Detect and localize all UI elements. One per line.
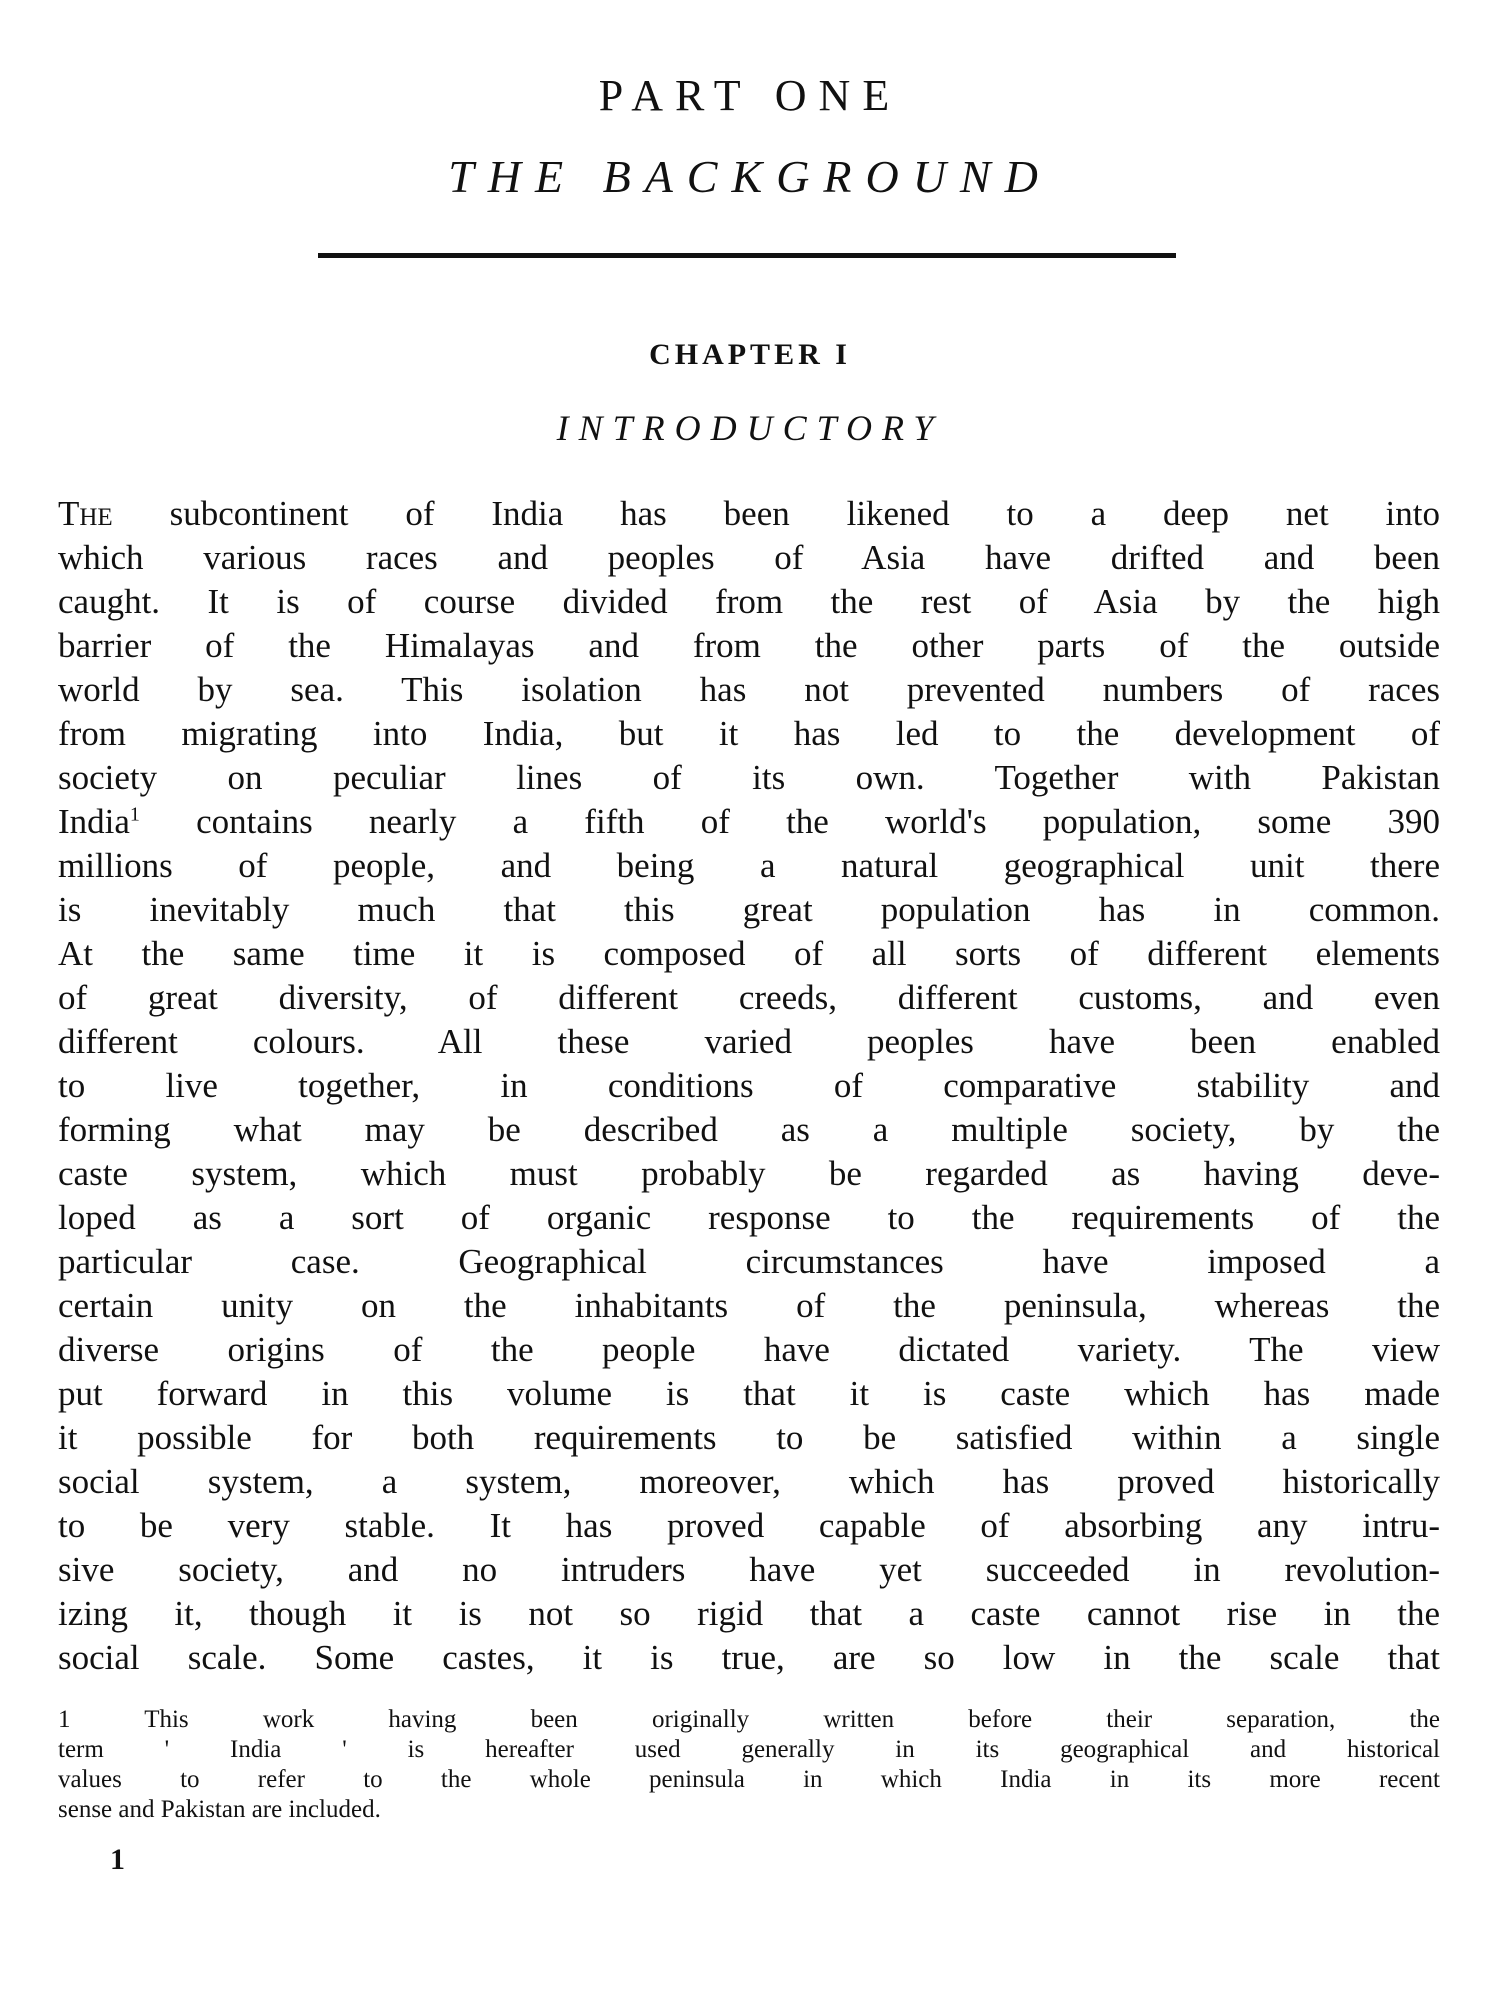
body-line: forming what may be described as a multiple society, by the xyxy=(58,1110,1440,1149)
body-line: loped as a sort of organic response to the requirements of the xyxy=(58,1198,1440,1237)
body-line: put forward in this volume is that it is caste which has made xyxy=(58,1374,1440,1413)
body-line: India$^1$ contains nearly a fifth of the world's population, some 390 xyxy=(58,802,1440,841)
footnote xyxy=(58,1705,1440,1825)
body-line: The subcontinent of India has been likened to a deep net into xyxy=(58,494,1440,533)
body-line: from migrating into India, but it has led to the development of xyxy=(58,714,1440,753)
body-line: particular case. Geographical circumstances have imposed a xyxy=(58,1242,1440,1281)
body-line: to be very stable. It has proved capable of absorbing any intru- xyxy=(58,1506,1440,1545)
body-line: social system, a system, moreover, which has proved historically xyxy=(58,1462,1440,1501)
body-line: world by sea. This isolation has not prevented numbers of races xyxy=(58,670,1440,709)
body-line: it possible for both requirements to be satisfied within a single xyxy=(58,1418,1440,1457)
body-text xyxy=(58,492,1440,1680)
footnote-line: values to refer to the whole peninsula in which India in its more recent xyxy=(58,1766,1440,1793)
body-line: At the same time it is composed of all sorts of different elements xyxy=(58,934,1440,973)
body-line: izing it, though it is not so rigid that a caste cannot rise in the xyxy=(58,1594,1440,1633)
body-line: social scale. Some castes, it is true, are so low in the scale that xyxy=(58,1638,1440,1677)
title-rule xyxy=(318,253,1176,258)
body-line: diverse origins of the people have dictated variety. The view xyxy=(58,1330,1440,1369)
body-line: to live together, in conditions of comparative stability and xyxy=(58,1066,1440,1105)
footnote-reference: 1 xyxy=(129,803,140,826)
body-line: different colours. All these varied peoples have been enabled xyxy=(58,1022,1440,1061)
body-line: caught. It is of course divided from the rest of Asia by the high xyxy=(58,582,1440,621)
body-line: barrier of the Himalayas and from the other parts of the outside xyxy=(58,626,1440,665)
body-line: millions of people, and being a natural geographical unit there xyxy=(58,846,1440,885)
body-line: which various races and peoples of Asia have drifted and been xyxy=(58,538,1440,577)
body-line: society on peculiar lines of its own. Together with Pakistan xyxy=(58,758,1440,797)
part-title: THE BACKGROUND xyxy=(448,151,1052,202)
chapter-number: CHAPTER I xyxy=(649,338,851,371)
footnote-marker: 1 xyxy=(58,1706,71,1733)
opening-word: The xyxy=(58,494,113,533)
part-label: PART ONE xyxy=(598,71,902,120)
chapter-title: INTRODUCTORY xyxy=(556,408,944,448)
body-line: is inevitably much that this great population has in common. xyxy=(58,890,1440,929)
body-line: sive society, and no intruders have yet succeeded in revolution- xyxy=(58,1550,1440,1589)
body-line: certain unity on the inhabitants of the peninsula, whereas the xyxy=(58,1286,1440,1325)
footnote-line: sense and Pakistan are included. xyxy=(58,1796,381,1823)
footnote-line: 1 This work having been originally written before their separation, the xyxy=(58,1706,1440,1733)
body-line: of great diversity, of different creeds, different customs, and even xyxy=(58,978,1440,1017)
page-number: 1 xyxy=(110,1843,125,1876)
body-line: caste system, which must probably be regarded as having deve- xyxy=(58,1154,1440,1193)
footnote-line: term ' India ' is hereafter used generally in its geographical and historical xyxy=(58,1736,1440,1763)
